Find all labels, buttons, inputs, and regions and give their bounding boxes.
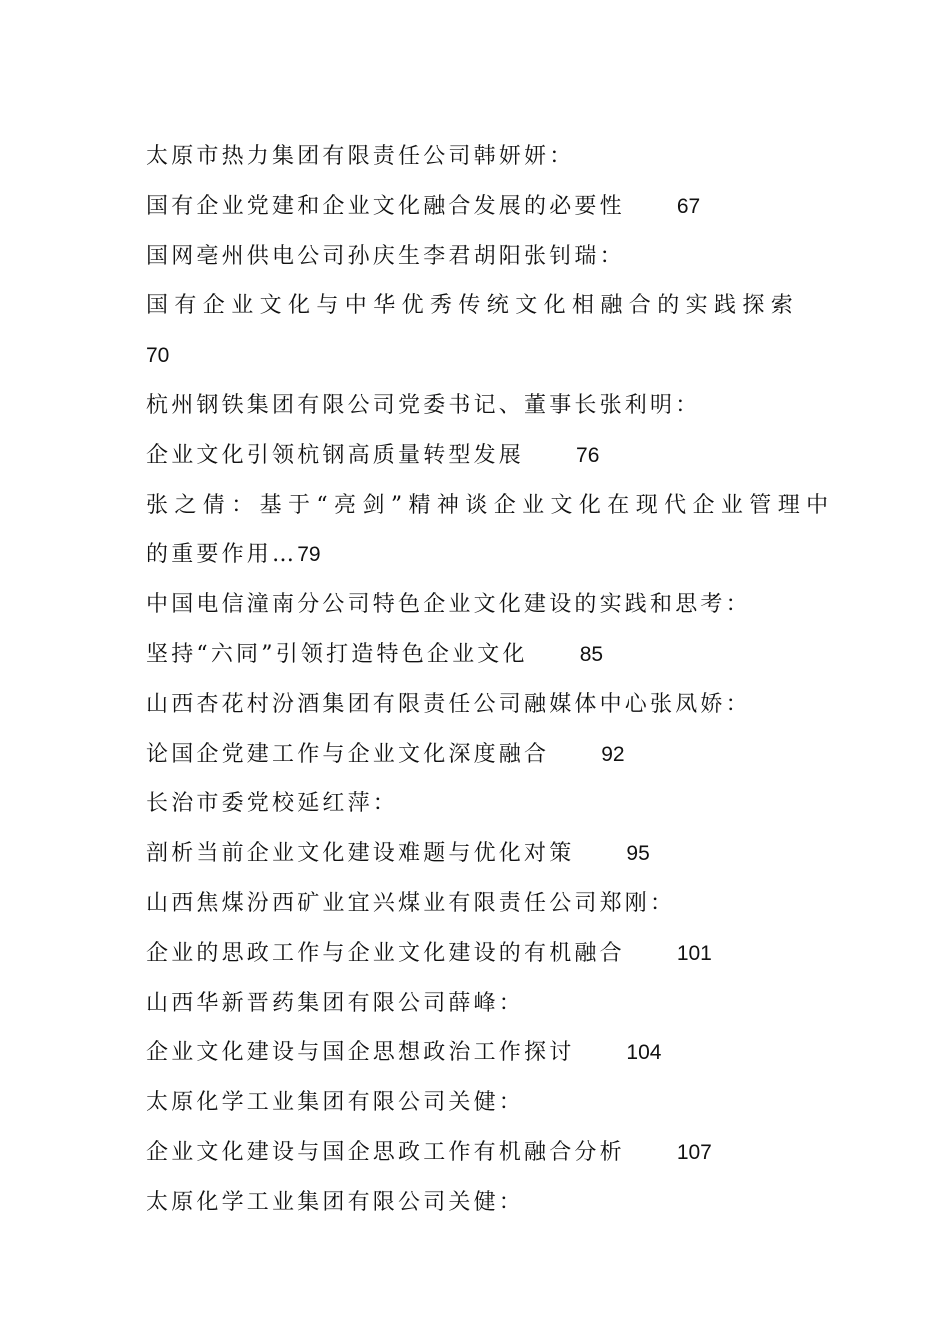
toc-author-line — [146, 979, 810, 1029]
toc-title: 企业的思政工作与企业文化建设的有机融合 — [146, 940, 625, 966]
toc-author: 山西杏花村汾酒集团有限责任公司融媒体中心张凤娇： — [146, 691, 751, 717]
toc-author-line — [146, 580, 810, 630]
toc-page-number: 67 — [676, 194, 701, 218]
toc-title: 企业文化建设与国企思想政治工作探讨 — [146, 1040, 575, 1066]
toc-author: 太原化学工业集团有限公司关健： — [146, 1189, 525, 1215]
toc-author-line — [146, 680, 810, 730]
toc-author: 杭州钢铁集团有限公司党委书记、董事长张利明： — [146, 392, 701, 418]
toc-title-line — [146, 829, 810, 879]
toc-page-number: 92 — [601, 742, 625, 766]
toc-author: 山西华新晋药集团有限公司薛峰： — [146, 990, 525, 1016]
toc-title: 剖析当前企业文化建设难题与优化对策 — [146, 841, 575, 867]
toc-author-line — [146, 232, 810, 282]
toc-title-line — [146, 1028, 810, 1078]
toc-author: 太原市热力集团有限责任公司韩妍妍： — [146, 144, 575, 169]
toc-page-number: 104 — [626, 1041, 662, 1065]
toc-author: 山西焦煤汾西矿业宜兴煤业有限责任公司郑刚： — [146, 890, 676, 916]
toc-title: 国有企业党建和企业文化融合发展的必要性 — [146, 193, 625, 219]
toc-title-continuation — [146, 530, 810, 580]
toc-title: 张之倩：基于“亮剑”精神谈企业文化在现代企业管理中 — [146, 492, 835, 518]
toc-title-line — [146, 281, 810, 331]
toc-title-line — [146, 182, 810, 232]
toc-author-line — [146, 381, 810, 431]
toc-title-line — [146, 481, 835, 531]
toc-title-line — [146, 630, 810, 680]
toc-page-number: 95 — [626, 842, 650, 866]
toc-page-number: 70 — [146, 344, 170, 368]
toc-page-number: 107 — [676, 1140, 712, 1164]
toc-author: 国网亳州供电公司孙庆生李君胡阳张钊瑞： — [146, 243, 625, 269]
toc-title-continuation — [146, 331, 810, 381]
toc-author-line — [146, 779, 810, 829]
toc-title-line — [146, 929, 810, 979]
toc-author: 长治市委党校延红萍： — [146, 791, 399, 817]
table-of-contents — [146, 132, 835, 1228]
toc-author: 中国电信潼南分公司特色企业文化建设的实践和思考： — [146, 592, 751, 618]
toc-author: 太原化学工业集团有限公司关健： — [146, 1090, 525, 1116]
toc-title: 论国企党建工作与企业文化深度融合 — [146, 741, 550, 767]
toc-page-number: 85 — [579, 642, 604, 666]
toc-page-number: 76 — [576, 443, 600, 467]
toc-title-line — [146, 431, 810, 481]
toc-author-line — [146, 1178, 810, 1228]
toc-title-line — [146, 1128, 810, 1178]
toc-author-line — [146, 879, 810, 929]
toc-title: 企业文化建设与国企思政工作有机融合分析 — [146, 1139, 625, 1165]
toc-title: 的重要作用… — [146, 542, 298, 568]
toc-author-line — [146, 132, 810, 182]
toc-title-line — [146, 730, 810, 780]
toc-author-line — [146, 1078, 810, 1128]
toc-title: 国有企业文化与中华优秀传统文化相融合的实践探索 — [146, 293, 800, 319]
toc-title: 坚持“六同”引领打造特色企业文化 — [146, 641, 528, 667]
toc-title: 企业文化引领杭钢高质量转型发展 — [146, 442, 525, 468]
toc-page-number: 101 — [676, 941, 712, 965]
toc-page-number: 79 — [297, 543, 321, 567]
